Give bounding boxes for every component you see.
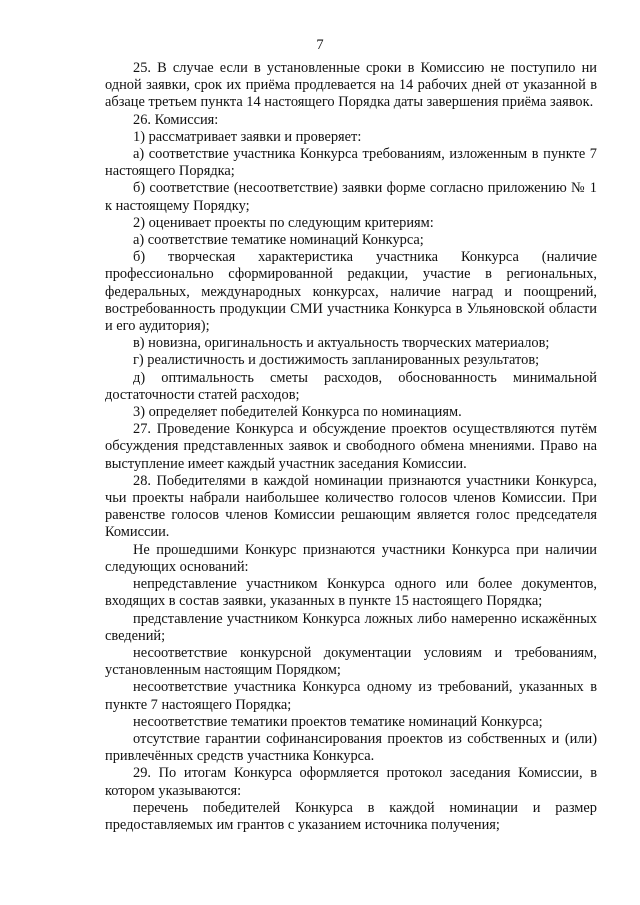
- page-number: 7: [316, 37, 324, 53]
- paragraph-26-2-v: в) новизна, оригинальность и актуальность творческих материалов;: [133, 335, 550, 352]
- paragraph-28-reason-3: несоответствие конкурсной документации условиям и требованиям, установленным настоящим Порядком;: [105, 644, 597, 679]
- paragraph-29-list-1: перечень победителей Конкурса в каждой номинации и размер предоставляемых им грантов с указанием источника получения;: [105, 799, 597, 833]
- paragraph-29: 29. По итогам Конкурса оформляется протокол заседания Комиссии, в котором указываются:: [105, 765, 597, 799]
- paragraph-26-2-a: а) соответствие тематике номинаций Конкурса;: [133, 232, 424, 249]
- paragraph-26-2: 2) оценивает проекты по следующим критериям:: [133, 214, 434, 231]
- paragraph-28-reason-5: несоответствие тематики проектов тематике номинаций Конкурса;: [133, 713, 543, 730]
- paragraph-28-not-passed: Не прошедшими Конкурс признаются участники Конкурса при наличии следующих оснований:: [105, 541, 597, 575]
- paragraph-26-1-b: б) соответствие (несоответствие) заявки форме согласно приложению № 1 к настоящему Порядку;: [105, 180, 597, 214]
- paragraph-26-2-b: б) творческая характеристика участника Конкурса (наличие профессионально сформированной редакции, участие в региональных, федеральных, международных конкурсах, наличие наград и поощрений, востребованность продукции СМИ участника Конкурса в Ульяновской области и его аудитория);: [105, 249, 597, 335]
- paragraph-28-reason-6: отсутствие гарантии софинансирования проектов из собственных и (или) привлечённых средств участника Конкурса.: [105, 730, 597, 765]
- paragraph-27: 27. Проведение Конкурса и обсуждение проектов осуществляются путём обсуждения представленных заявок и свободного обмена мнениями. Право на выступление имеет каждый участник заседания Комиссии.: [105, 421, 597, 472]
- paragraph-26-1-a: а) соответствие участника Конкурса требованиям, изложенным в пункте 7 настоящего Порядка;: [105, 146, 597, 180]
- paragraph-28-reason-2: представление участником Конкурса ложных либо намеренно искажённых сведений;: [105, 610, 597, 644]
- paragraph-26-2-g: г) реалистичность и достижимость запланированных результатов;: [133, 352, 540, 369]
- paragraph-25: 25. В случае если в установленные сроки в Комиссию не поступило ни одной заявки, срок их приёма продлевается на 14 рабочих дней от указанной в абзаце третьем пункта 14 настоящего Порядка даты завершения приёма заявок.: [105, 60, 597, 111]
- paragraph-28: 28. Победителями в каждой номинации признаются участники Конкурса, чьи проекты набрали наибольшее количество голосов членов Комиссии. При равенстве голосов членов Комиссии решающим является голос председателя Комиссии.: [105, 472, 597, 541]
- paragraph-26-1: 1) рассматривает заявки и проверяет:: [133, 128, 362, 145]
- paragraph-28-reason-1: непредставление участником Конкурса одного или более документов, входящих в состав заявки, указанных в пункте 15 настоящего Порядка;: [105, 576, 597, 610]
- paragraph-26: 26. Комиссия:: [133, 111, 219, 128]
- paragraph-28-reason-4: несоответствие участника Конкурса одному из требований, указанных в пункте 7 настоящего Порядка;: [105, 679, 597, 713]
- document-body: [105, 60, 597, 834]
- paragraph-26-2-d: д) оптимальность сметы расходов, обоснованность минимальной достаточности статей расходов;: [105, 369, 597, 403]
- paragraph-26-3: 3) определяет победителей Конкурса по номинациям.: [133, 404, 462, 421]
